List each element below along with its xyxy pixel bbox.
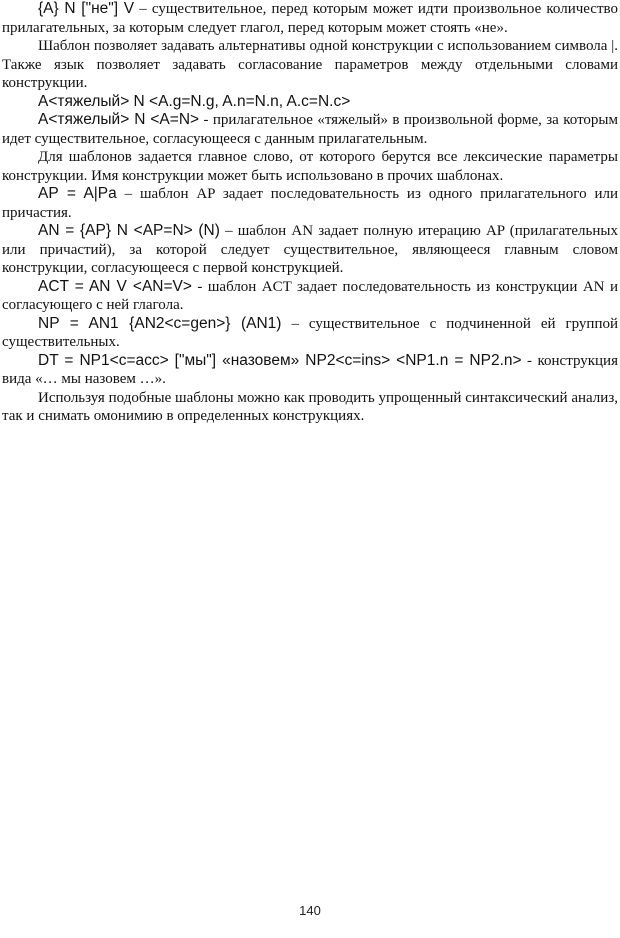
template-code: ACT = AN V <AN=V> bbox=[38, 277, 192, 295]
paragraph-text: Шаблон позволяет задавать альтернативы одной конструкции с использованием символа |. Также язык позволяет задавать согласование параметров между отдельными словами конструкции. bbox=[2, 38, 618, 91]
paragraph-text: – шаблон AP задает последовательность из одного прилагательного или причастия. bbox=[2, 186, 618, 221]
paragraph-2 bbox=[0, 37, 620, 93]
template-code: AP = A|Pa bbox=[38, 185, 117, 202]
paragraph-text: Для шаблонов задается главное слово, от которого берутся все лексические параметры конструкции. Имя конструкции может быть использовано в прочих шаблонах. bbox=[2, 149, 618, 184]
template-code: NP = AN1 {AN2<c=gen>} (AN1) bbox=[38, 314, 282, 332]
template-code: DT = NP1<c=acc> ["мы"] «назовем» NP2<c=ins> <NP1.n = NP2.n> bbox=[38, 351, 522, 369]
template-code: AN = {AP} N <AP=N> (N) bbox=[38, 222, 220, 239]
paragraph-5 bbox=[0, 148, 620, 185]
paragraph-text: - шаблон ACT задает последовательность из конструкции AN и согласующего с ней глагола. bbox=[2, 278, 618, 313]
paragraph-6 bbox=[0, 185, 620, 222]
paragraph-3 bbox=[0, 93, 620, 112]
paragraph-11 bbox=[0, 389, 620, 426]
paragraph-8 bbox=[0, 278, 620, 315]
paragraph-text: – существительное с подчиненной ей группой существительных. bbox=[2, 315, 619, 350]
paragraph-1 bbox=[0, 0, 620, 37]
paragraph-4 bbox=[0, 111, 620, 148]
paragraph-7 bbox=[0, 222, 620, 278]
paragraph-10 bbox=[0, 352, 620, 389]
paragraph-text: – шаблон AN задает полную итерацию AP (прилагательных или причастий), за которой следует существительное, являющееся главным словом конструкции, согласующееся с первой конструкцией. bbox=[2, 223, 618, 276]
paragraph-text: – существительное, перед которым может идти произвольное количество прилагательных, за которым следует глагол, перед которым может стоять «не». bbox=[2, 1, 618, 36]
paragraph-9 bbox=[0, 315, 620, 352]
template-code: A<тяжелый> N <A.g=N.g, A.n=N.n, A.c=N.c> bbox=[38, 92, 351, 110]
paragraph-text: - прилагательное «тяжелый» в произвольной форме, за которым идет существительное, согласующееся с данным прилагательным. bbox=[2, 112, 619, 147]
paragraph-text: Используя подобные шаблоны можно как проводить упрощенный синтаксический анализ, так и снимать омонимию в определенных конструкциях. bbox=[2, 389, 618, 424]
template-code: A<тяжелый> N <A=N> bbox=[38, 111, 200, 128]
template-code: {A} N ["не"] V bbox=[38, 0, 135, 17]
page-number: 140 bbox=[299, 903, 321, 918]
body-text bbox=[0, 0, 620, 426]
paragraph-text: - конструкция вида «… мы назовем …». bbox=[2, 352, 618, 387]
